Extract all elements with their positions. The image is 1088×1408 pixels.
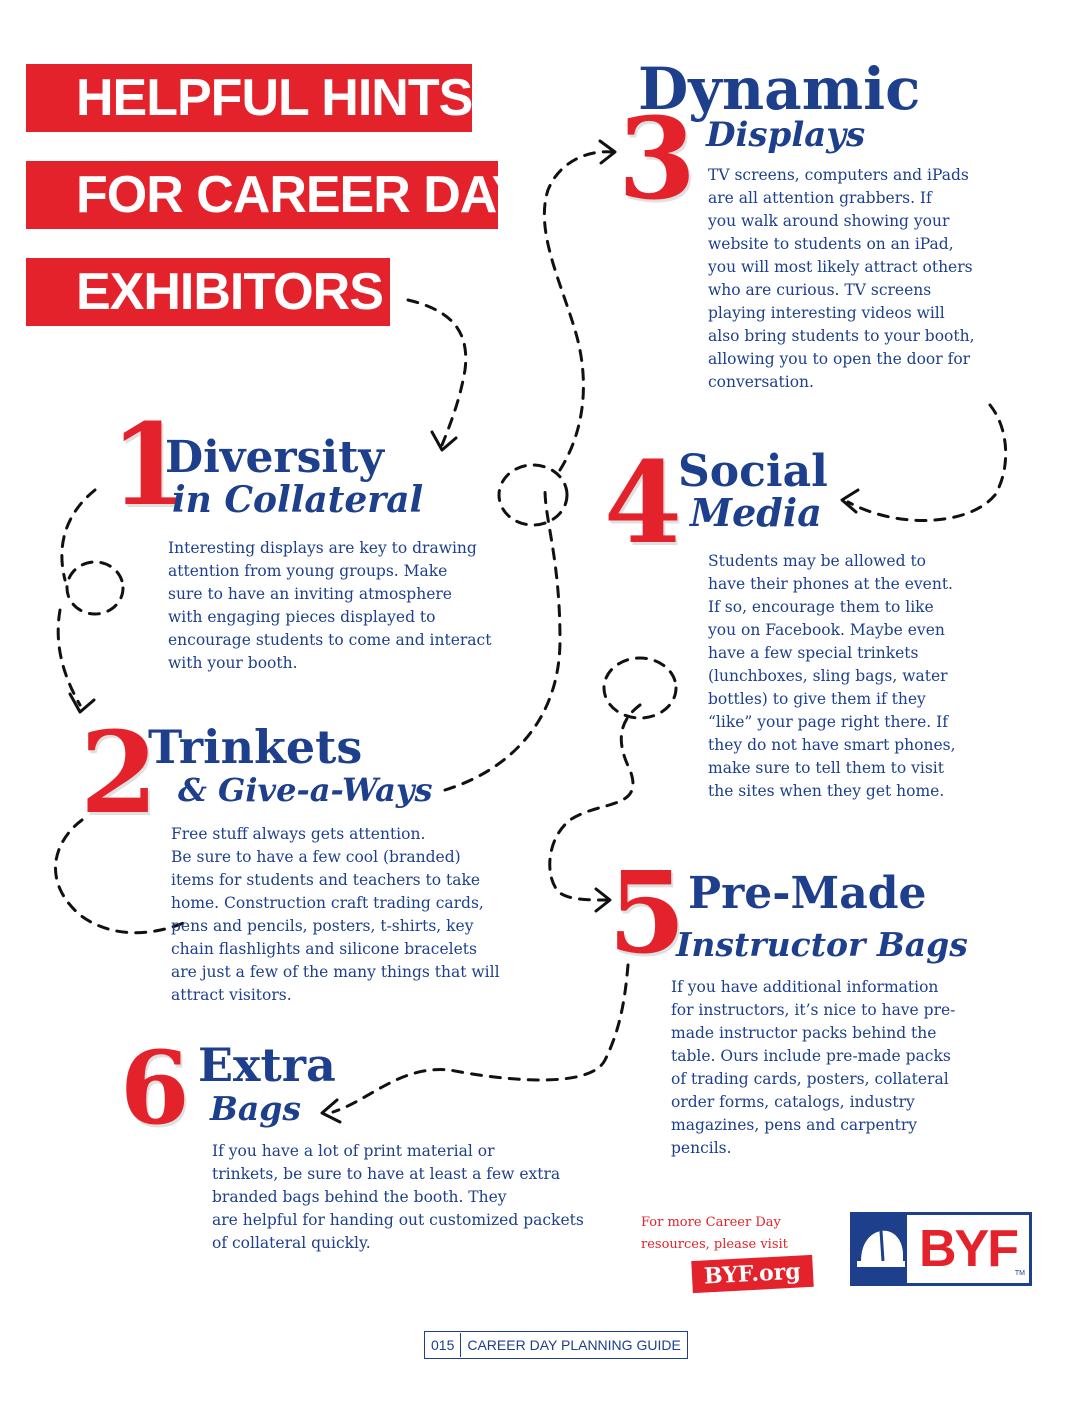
title-line-3: EXHIBITORS [26,258,390,326]
hint-1-body: Interesting displays are key to drawing attention from young groups. Make sure to have an inviting atmosphere with engaging pieces displayed to encourage students to come and interact with your booth. [168,539,492,672]
guide-label: CAREER DAY PLANNING GUIDE [467,1337,681,1353]
hint-6-body: If you have a lot of print material or trinkets, be sure to have at least a few extra branded bags behind the booth. They are helpful for handing out customized packets of collateral quickly. [212,1142,584,1252]
hint-3-heading: Dynamic [638,55,921,123]
hint-5-subheading: Instructor Bags [676,925,968,964]
hint-2-subheading: & Give-a-Ways [178,771,433,809]
logo-text: BYF [919,1220,1017,1278]
hint-6-subheading: Bags [210,1089,301,1128]
title-line-1: HELPFUL HINTS [26,64,472,132]
hint-4-heading: Social [678,446,828,497]
title-line-2: FOR CAREER DAY [26,161,498,229]
hint-2-number: 2 [80,708,158,839]
page-number: 015 [425,1333,461,1357]
trademark-mark: TM [1014,1270,1025,1277]
hint-1-heading: Diversity [165,432,384,483]
site-link-badge[interactable]: BYF.org [691,1255,813,1293]
page-footer [424,1331,688,1359]
hint-6-heading: Extra [198,1038,336,1092]
hint-4-body: Students may be allowed to have their phones at the event. If so, encourage them to like you on Facebook. Maybe even have a few special trinkets (lunchboxes, sling bags, water bottles) to give them if they “like” your page right there. If they do not have smart phones, make sure to tell them to visit the sites when they get home. [708,552,956,800]
hint-4-subheading: Media [690,490,822,535]
hint-2-body: Free stuff always gets attention. Be sure to have a few cool (branded) items for students and teachers to take home. Construction craft trading cards, pens and pencils, posters, t-shirts, key chain flashlights and silicone bracelets are just a few of the many things that will attract visitors. [171,825,500,1004]
hint-3-subheading: Displays [706,115,866,155]
hint-5-number: 5 [608,848,686,979]
hint-4-number: 4 [604,438,682,569]
hardhat-icon [853,1215,907,1283]
hint-6-number: 6 [120,1029,190,1147]
hint-1-subheading: in Collateral [172,479,424,521]
hint-1-number: 1 [110,400,188,531]
hint-3-body: TV screens, computers and iPads are all attention grabbers. If you walk around showing your website to students on an iPad, you will most likely attract others who are curious. TV screens playing interesting videos will also bring students to your booth, allowing you to open the door for conversation. [708,166,975,391]
hint-5-heading: Pre-Made [688,868,927,919]
hint-5-body: If you have additional information for instructors, it’s nice to have pre- made instructor packs behind the table. Ours include pre-made packs of trading cards, posters, collateral order forms, catalogs, industry magazines, pens and carpentry pencils. [671,978,956,1157]
hint-2-heading: Trinkets [148,720,363,774]
byf-logo [850,1212,1032,1286]
hint-3-number: 3 [618,94,696,225]
promo-text: For more Career Day resources, please visit [641,1215,788,1252]
